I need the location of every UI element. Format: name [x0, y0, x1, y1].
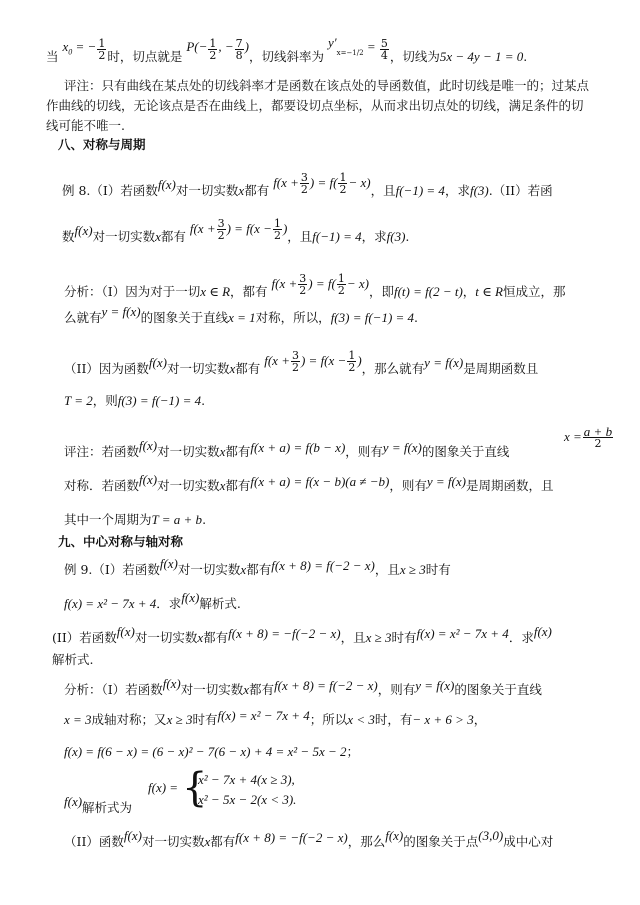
example-line: (II）若函数f(x)对一切实数x都有f(x + 8) = −f(−2 − x)，且x ≥ 3时有f(x) = x² − 7x + 4．求f(x) [52, 624, 552, 645]
example-line: f(x) = x² − 7x + 4．求f(x)解析式. [64, 590, 241, 611]
example-line: 解析式. [52, 652, 94, 667]
analysis-line: f(x) = f(6 − x) = (6 − x)² − 7(6 − x) + 4 = x² − 5x − 2； [64, 744, 360, 759]
comment-line: 其中一个周期为T = a + b. [64, 512, 207, 527]
example-line: 例 8.（I）若函数f(x)对一切实数x都有 f(x + $\frac{3}{2}$ ) = f( $\frac{1}{2}$ − x)，且f(−1) = 4，求f(3).（II）若函 [62, 171, 553, 198]
brace-icon: { [182, 765, 208, 811]
analysis-line: （II）函数f(x)对一切实数x都有f(x + 8) = −f(−2 − x)，那么f(x)的图象关于点(3,0)成中心对 [64, 828, 554, 849]
example-line: 例 9.（I）若函数f(x)对一切实数x都有f(x + 8) = f(−2 − x)，且x ≥ 3时有 [64, 556, 451, 577]
comment-line: 线可能不唯一. [46, 118, 125, 133]
analysis-line: x = 3成轴对称；又x ≥ 3时有f(x) = x² − 7x + 4；所以x < 3时，有− x + 6 > 3， [64, 708, 487, 727]
equation-case: x² − 5x − 2(x < 3). [198, 792, 297, 807]
text-line: 当 $x_0$ = − $\frac{1}{2}$ 时，切点就是 P(− $\frac{1}{2}$ , − $\frac{7}{8}$ )，切线斜率为 $y'^{x=-1/2}$ = $\frac{5}{4}$ ，切线为5x − 4y − 1 = 0. [46, 35, 528, 64]
comment-line: 评注：若函数f(x)对一切实数x都有f(x + a) = f(b − x)，则有y = f(x)的图象关于直线 [64, 438, 510, 459]
analysis-line: 么就有y = f(x)的图象关于直线x = 1对称，所以，f(3) = f(−1) = 4. [64, 304, 419, 325]
analysis-line: （II）因为函数f(x)对一切实数x都有 f(x + $\frac{3}{2}$ ) = f(x − $\frac{1}{2}$ )，那么就有y = f(x)是周期函数且 [64, 349, 539, 376]
analysis-line: 分析：（I）若函数f(x)对一切实数x都有f(x + 8) = f(−2 − x)，则有y = f(x)的图象关于直线 [64, 676, 542, 697]
example-line: 数f(x)对一切实数x都有 f(x + $\frac{3}{2}$ ) = f(x − $\frac{1}{2}$ )，且f(−1) = 4，求f(3). [62, 217, 410, 244]
equation: x = $\frac{a + b}{2}$ [564, 424, 613, 450]
equation-case: x² − 7x + 4(x ≥ 3), [198, 772, 295, 787]
comment-line: 评注：只有曲线在某点处的切线斜率才是函数在该点处的导函数值，此时切线是唯一的；过某点 [64, 78, 590, 93]
analysis-line: T = 2，则f(3) = f(−1) = 4. [64, 393, 206, 408]
analysis-line: f(x)解析式为 [64, 794, 133, 815]
comment-line: 作曲线的切线，无论该点是否在曲线上，都要设切点坐标，从而求出切点处的切线，满足条件的切 [46, 98, 584, 113]
section-heading: 九、中心对称与轴对称 [58, 534, 184, 549]
comment-line: 对称．若函数f(x)对一切实数x都有f(x + a) = f(x − b)(a ≠ −b)，则有y = f(x)是周期函数，且 [64, 472, 554, 493]
equation: f(x) = [148, 780, 179, 795]
analysis-line: 分析：（I）因为对于一切x ∈ R，都有 f(x + $\frac{3}{2}$ ) = f( $\frac{1}{2}$ − x)，即f(t) = f(2 − t)，t ∈ R恒成立，那 [64, 272, 566, 299]
section-heading: 八、对称与周期 [58, 137, 146, 152]
